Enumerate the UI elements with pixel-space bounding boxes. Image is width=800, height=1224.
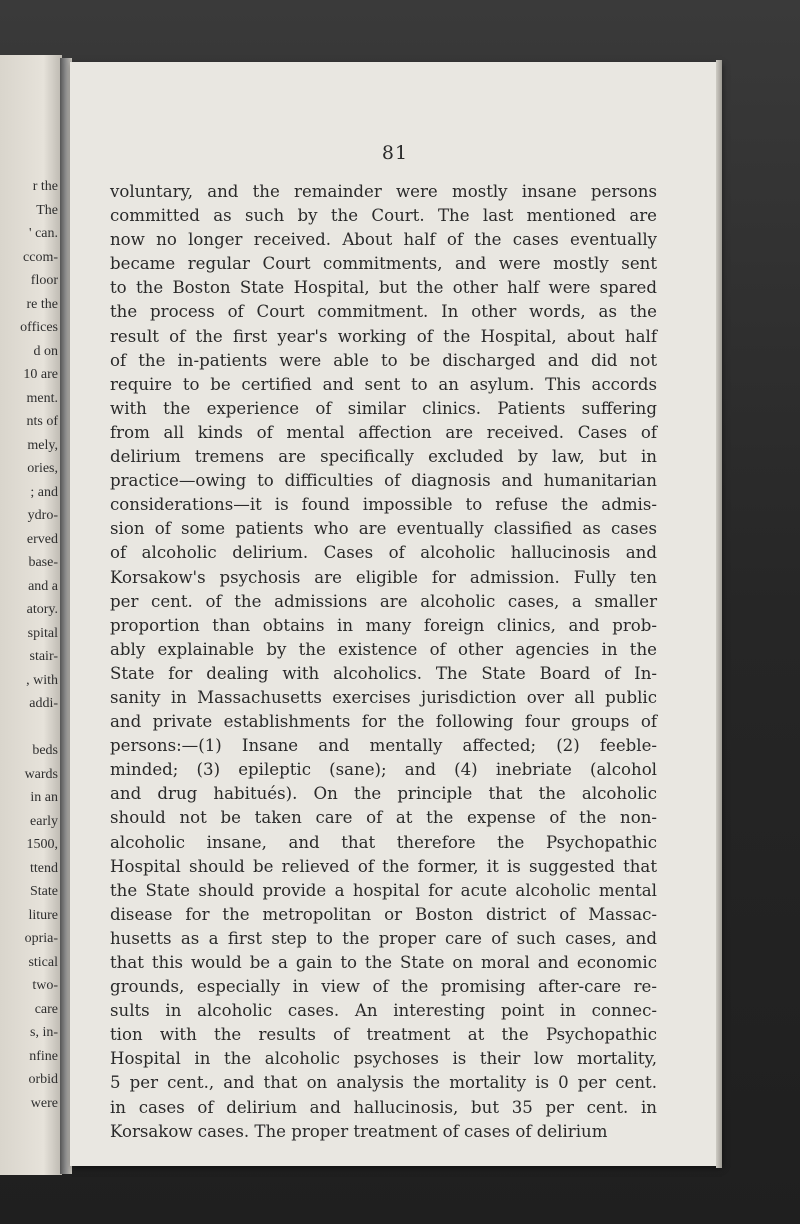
text-line: with the experience of similar clinics. Patients suffering xyxy=(110,398,657,418)
facing-page-fragment: 10 are xyxy=(23,367,58,382)
text-line: State for dealing with alcoholics. The State Board of In- xyxy=(110,663,657,683)
facing-page-fragment: liture xyxy=(28,907,58,923)
facing-page-fragment xyxy=(0,716,62,740)
text-line: result of the first year's working of the Hospital, about half xyxy=(110,326,657,346)
text-line: Hospital should be relieved of the former, it is suggested that xyxy=(110,856,657,876)
facing-page-fragment: The xyxy=(36,202,58,218)
facing-page-fragment: State xyxy=(30,884,58,899)
text-line: practice—owing to difficulties of diagnosis and humanitarian xyxy=(110,471,657,491)
text-line: disease for the metropolitan or Boston district of Massac- xyxy=(110,904,657,924)
facing-page-fragment: orbid xyxy=(28,1072,58,1087)
facing-page-fragment: care xyxy=(34,1001,58,1017)
text-line: minded; (3) epileptic (sane); and (4) inebriate (alcohol xyxy=(110,760,657,780)
text-line: the State should provide a hospital for acute alcoholic mental xyxy=(110,880,657,900)
text-line: proportion than obtains in many foreign clinics, and prob- xyxy=(110,615,657,635)
facing-page-fragment: addi- xyxy=(29,696,58,711)
facing-page-fragment: early xyxy=(30,813,58,829)
text-line: and private establishments for the following four groups of xyxy=(110,712,657,732)
text-line: Korsakow's psychosis are eligible for admission. Fully ten xyxy=(110,567,657,587)
facing-page-fragment: beds xyxy=(32,743,58,758)
facing-page-fragment: 1500, xyxy=(26,837,58,852)
facing-page-fragment: mely, xyxy=(27,437,58,453)
page-number: 81 xyxy=(381,142,409,164)
text-line: delirium tremens are specifically excluded by law, but in xyxy=(110,447,657,467)
text-line: tion with the results of treatment at the Psychopathic xyxy=(110,1025,657,1045)
facing-page-fragment: ories, xyxy=(27,461,58,476)
facing-page-fragment: nts of xyxy=(26,414,58,429)
facing-page-fragment: ttend xyxy=(30,860,58,876)
facing-page-fragment: s, in- xyxy=(30,1025,58,1040)
book-page xyxy=(70,62,720,1166)
text-line: from all kinds of mental affection are received. Cases of xyxy=(110,422,657,442)
text-line: sanity in Massachusetts exercises jurisdiction over all public xyxy=(110,687,657,707)
text-line: should not be taken care of at the expense of the non- xyxy=(110,808,657,828)
text-line: voluntary, and the remainder were mostly insane persons xyxy=(110,182,657,201)
text-line: became regular Court commitments, and were mostly sent xyxy=(110,254,657,274)
text-line: the process of Court commitment. In other words, as the xyxy=(110,302,657,322)
facing-page-fragment: ccom- xyxy=(23,249,58,265)
text-line: husetts as a first step to the proper care of such cases, and xyxy=(110,928,657,948)
facing-page-edge xyxy=(0,55,62,1175)
facing-page-fragment: ydro- xyxy=(27,508,58,523)
facing-page-fragment: nfine xyxy=(29,1048,58,1064)
facing-page-fragment: , with xyxy=(26,672,58,688)
facing-page-fragment: offices xyxy=(20,320,58,335)
facing-page-fragment: and a xyxy=(28,578,58,594)
facing-page-fragment: were xyxy=(30,1095,58,1111)
facing-page-fragment: ; and xyxy=(30,484,58,500)
page-body-text xyxy=(110,180,657,1144)
text-line: alcoholic insane, and that therefore the Psychopathic xyxy=(110,832,657,852)
text-line: grounds, especially in view of the promising after-care re- xyxy=(110,977,657,997)
facing-page-fragment: erved xyxy=(26,531,58,547)
text-line: of the in-patients were able to be discharged and did not xyxy=(110,350,657,370)
facing-page-fragment: d on xyxy=(33,343,58,359)
facing-page-fragment: in an xyxy=(30,790,58,805)
facing-page-fragment: r the xyxy=(32,179,58,194)
text-line: of alcoholic delirium. Cases of alcoholic hallucinosis and xyxy=(110,543,657,563)
text-line: require to be certified and sent to an asylum. This accords xyxy=(110,374,657,394)
facing-page-text-fragments xyxy=(0,175,62,1115)
text-line: and drug habitués). On the principle that the alcoholic xyxy=(110,784,657,804)
text-line: committed as such by the Court. The last mentioned are xyxy=(110,206,657,226)
text-line: ably explainable by the existence of other agencies in the xyxy=(110,639,657,659)
facing-page-fragment: ment. xyxy=(26,390,58,406)
text-line: Hospital in the alcoholic psychoses is their low mortality, xyxy=(110,1049,657,1069)
text-line: sults in alcoholic cases. An interesting point in connec- xyxy=(110,1001,657,1021)
facing-page-fragment: atory. xyxy=(26,602,58,617)
text-line: that this would be a gain to the State on moral and economic xyxy=(110,953,657,972)
facing-page-fragment: two- xyxy=(32,978,58,993)
facing-page-fragment: wards xyxy=(24,766,58,782)
facing-page-fragment: stical xyxy=(28,954,58,970)
facing-page-fragment: opria- xyxy=(24,931,58,946)
text-line: sion of some patients who are eventually classified as cases xyxy=(110,519,657,539)
facing-page-fragment: stair- xyxy=(29,649,58,664)
facing-page-fragment: floor xyxy=(30,273,58,288)
text-line: in cases of delirium and hallucinosis, but 35 per cent. in xyxy=(110,1097,657,1117)
text-line: to the Boston State Hospital, but the other half were spared xyxy=(110,278,657,298)
text-line: considerations—it is found impossible to refuse the admis- xyxy=(110,495,657,515)
facing-page-fragment: spital xyxy=(27,625,58,641)
text-line: 5 per cent., and that on analysis the mortality is 0 per cent. xyxy=(110,1073,657,1093)
text-line: now no longer received. About half of the cases eventually xyxy=(110,230,657,250)
facing-page-fragment: base- xyxy=(28,555,58,570)
text-line: Korsakow cases. The proper treatment of cases of delirium xyxy=(110,1121,608,1141)
page-right-edge xyxy=(716,60,722,1168)
facing-page-fragment: ' can. xyxy=(29,226,58,241)
text-line: persons:—(1) Insane and mentally affected; (2) feeble- xyxy=(110,736,657,756)
text-line: per cent. of the admissions are alcoholic cases, a smaller xyxy=(110,591,657,611)
facing-page-fragment: re the xyxy=(26,296,58,312)
